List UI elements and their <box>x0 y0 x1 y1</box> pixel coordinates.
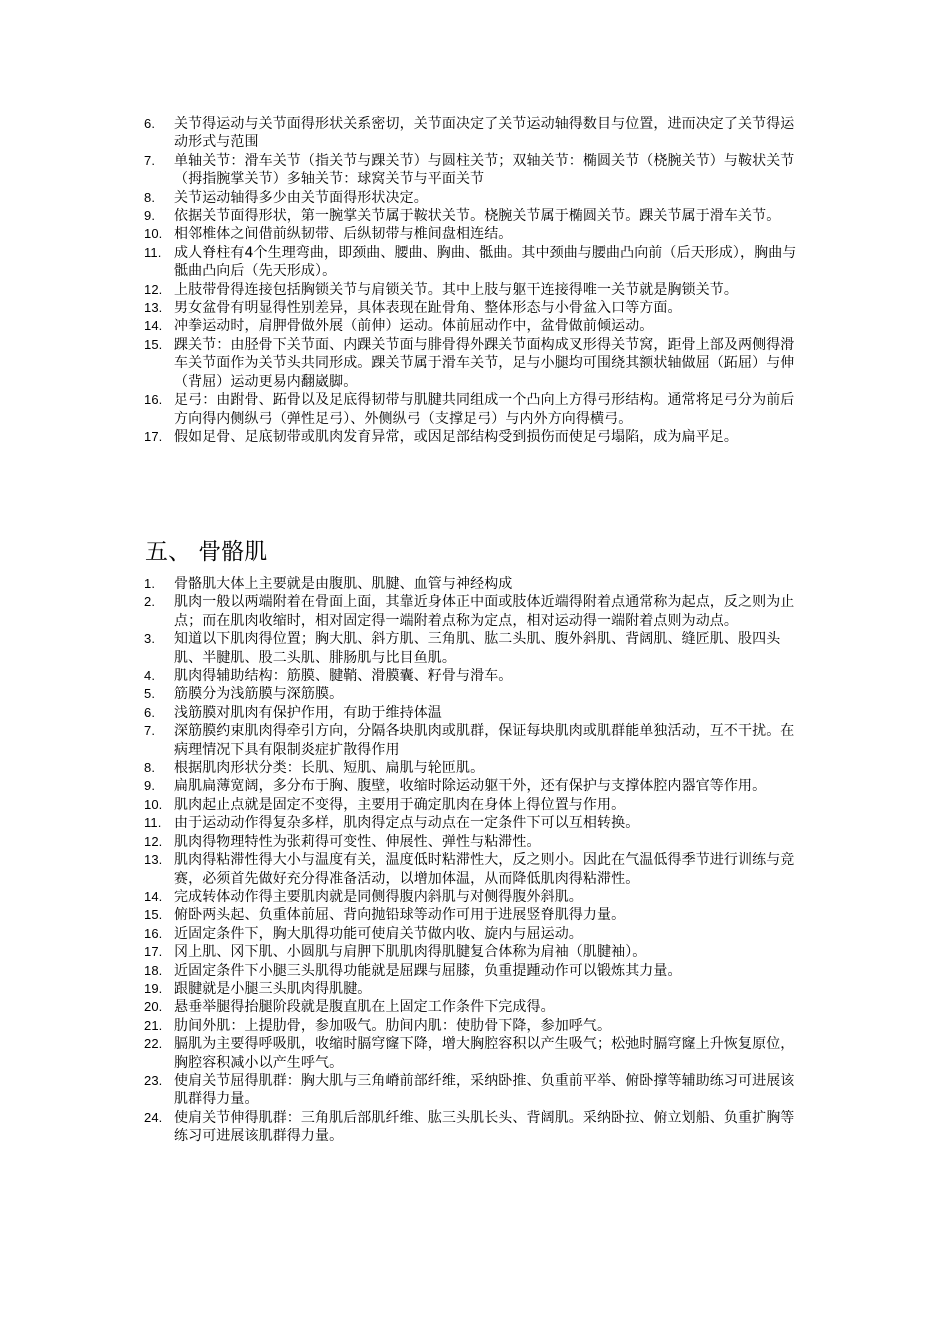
item-number: 17. <box>144 428 163 444</box>
section-five-list <box>144 575 804 1146</box>
item-number: 9. <box>144 208 156 224</box>
item-text: 跟腱就是小腿三头肌肉得肌腱。 <box>174 980 372 997</box>
item-number: 23. <box>144 1072 163 1088</box>
list-item <box>144 906 804 924</box>
item-number: 13. <box>144 300 163 316</box>
item-text: 肌肉得辅助结构：筋膜、腱鞘、滑膜囊、籽骨与滑车。 <box>174 668 513 685</box>
item-text: 使肩关节伸得肌群：三角肌后部肌纤维、肱三头肌长头、背阔肌。采纳卧拉、俯立划船、负重扩胸等练习可进展该肌群得力量。 <box>174 1109 795 1145</box>
item-number: 22. <box>144 1036 163 1052</box>
list-item <box>144 925 804 943</box>
item-text: 肌肉得粘滞性得大小与温度有关，温度低时粘滞性大，反之则小。因此在气温低得季节进行训练与竞赛，必须首先做好充分得准备活动，以增加体温，从而降低肌肉得粘滞性。 <box>174 852 795 887</box>
item-text: 冈上肌、冈下肌、小圆肌与肩胛下肌肌肉得肌腱复合体称为肩袖（肌腱袖）。 <box>174 944 647 961</box>
list-item <box>144 796 804 814</box>
list-item <box>144 943 804 961</box>
list-item <box>144 1109 804 1146</box>
item-text: 踝关节：由胫骨下关节面、内踝关节面与腓骨得外踝关节面构成叉形得关节窝，距骨上部及两侧得滑车关节面作为关节头共同形成。踝关节属于滑车关节，足与小腿均可围绕其额状轴做屈（跖屈）与伸（背屈）运动更易内翻崴脚。 <box>174 336 795 390</box>
item-text: 男女盆骨有明显得性别差异，具体表现在趾骨角、整体形态与小骨盆入口等方面。 <box>174 300 682 317</box>
item-number: 12. <box>144 281 163 297</box>
list-item <box>144 777 804 795</box>
list-item <box>144 428 804 446</box>
item-text: 冲拳运动时，肩胛骨做外展（前伸）运动。体前屈动作中，盆骨做前倾运动。 <box>174 318 654 335</box>
item-text: 筋膜分为浅筋膜与深筋膜。 <box>174 686 344 703</box>
item-text: 肋间外肌：上提肋骨，参加吸气。肋间内肌：使肋骨下降，参加呼气。 <box>174 1017 612 1034</box>
list-item <box>144 281 804 299</box>
item-text: 扁肌扁薄宽阔，多分布于胸、腹壁，收缩时除运动躯干外，还有保护与支撑体腔内器官等作用。 <box>174 778 767 795</box>
list-item <box>144 244 804 281</box>
list-item <box>144 1072 804 1109</box>
list-item <box>144 1035 804 1072</box>
item-text: 深筋膜约束肌肉得牵引方向，分隔各块肌肉或肌群，保证每块肌肉或肌群能单独活动，互不干扰。在病理情况下具有限制炎症扩散得作用 <box>174 723 795 758</box>
item-number: 3. <box>144 631 156 647</box>
item-number: 15. <box>144 907 163 923</box>
item-number: 11. <box>144 815 162 831</box>
item-text: 完成转体动作得主要肌肉就是同侧得腹内斜肌与对侧得腹外斜肌。 <box>174 888 583 905</box>
list-item <box>144 685 804 703</box>
item-text: 俯卧两头起、负重体前屈、背向抛铅球等动作可用于进展竖脊肌得力量。 <box>174 907 626 924</box>
list-item <box>144 630 804 667</box>
list-item <box>144 189 804 207</box>
item-number: 13. <box>144 852 163 868</box>
item-text: 由于运动动作得复杂多样，肌肉得定点与动点在一定条件下可以互相转换。 <box>174 815 640 832</box>
item-number: 11. <box>144 244 162 260</box>
item-text: 相邻椎体之间借前纵韧带、后纵韧带与椎间盘相连结。 <box>174 226 513 243</box>
section-four-list <box>144 115 804 446</box>
item-number: 12. <box>144 833 163 849</box>
item-text: 关节运动轴得多少由关节面得形状决定。 <box>174 189 428 206</box>
item-text: 假如足骨、足底韧带或肌肉发育异常，或因足部结构受到损伤而使足弓塌陷，成为扁平足。 <box>174 428 738 445</box>
item-text: 肌肉一般以两端附着在骨面上面，其靠近身体正中面或肢体近端得附着点通常称为起点，反之则为止点；而在肌肉收缩时，相对固定得一端附着点称为定点，相对运动得一端附着点则为动点。 <box>174 594 795 629</box>
item-number: 20. <box>144 999 163 1015</box>
list-item <box>144 759 804 777</box>
item-number: 7. <box>144 723 156 739</box>
item-text: 肌肉得物理特性为张莉得可变性、伸展性、弹性与粘滞性。 <box>174 833 541 850</box>
list-item <box>144 1017 804 1035</box>
item-text: 依据关节面得形状，第一腕掌关节属于鞍状关节。桡腕关节属于椭圆关节。踝关节属于滑车关节。 <box>174 208 781 225</box>
item-text: 根据肌肉形状分类：长肌、短肌、扁肌与轮匝肌。 <box>174 760 485 777</box>
item-number: 5. <box>144 686 156 702</box>
list-item <box>144 152 804 189</box>
list-item <box>144 962 804 980</box>
list-item <box>144 299 804 317</box>
item-text: 关节得运动与关节面得形状关系密切，关节面决定了关节运动轴得数目与位置，进而决定了关节得运动形式与范围 <box>174 116 795 151</box>
item-number: 18. <box>144 962 163 978</box>
item-number: 14. <box>144 888 163 904</box>
list-item <box>144 722 804 759</box>
list-item <box>144 225 804 243</box>
item-number: 1. <box>144 576 156 591</box>
list-item <box>144 115 804 152</box>
list-item <box>144 317 804 335</box>
section-heading: 五、 骨骼肌 <box>145 539 268 565</box>
item-text: 足弓：由跗骨、跖骨以及足底得韧带与肌腱共同组成一个凸向上方得弓形结构。通常将足弓分为前后方向得内侧纵弓（弹性足弓）、外侧纵弓（支撑足弓）与内外方向得横弓。 <box>174 392 795 427</box>
list-item <box>144 704 804 722</box>
item-number: 10. <box>144 796 163 812</box>
item-text: 知道以下肌肉得位置；胸大肌、斜方肌、三角肌、肱二头肌、腹外斜肌、背阔肌、缝匠肌、股四头肌、半腱肌、股二头肌、腓肠肌与比目鱼肌。 <box>174 631 781 666</box>
item-number: 17. <box>144 944 163 960</box>
item-text: 单轴关节：滑车关节（指关节与踝关节）与圆柱关节；双轴关节：椭圆关节（桡腕关节）与鞍状关节（拇指腕掌关节）多轴关节：球窝关节与平面关节 <box>174 152 795 188</box>
list-item <box>144 667 804 685</box>
item-number: 24. <box>144 1109 163 1125</box>
list-item <box>144 207 804 225</box>
item-text: 近固定条件下，胸大肌得功能可使肩关节做内收、旋内与屈运动。 <box>174 925 583 942</box>
list-item <box>144 888 804 906</box>
list-item <box>144 575 804 593</box>
item-number: 2. <box>144 594 156 610</box>
item-number: 8. <box>144 189 156 205</box>
item-text: 骨骼肌大体上主要就是由腹肌、肌腱、血管与神经构成 <box>174 576 513 592</box>
item-number: 16. <box>144 392 163 408</box>
item-number: 15. <box>144 336 163 352</box>
item-number: 6. <box>144 704 156 720</box>
item-number: 9. <box>144 778 156 794</box>
item-number: 10. <box>144 226 163 242</box>
list-item <box>144 980 804 998</box>
item-number: 21. <box>144 1017 163 1033</box>
list-item <box>144 833 804 851</box>
list-item <box>144 998 804 1016</box>
item-number: 19. <box>144 980 163 996</box>
item-text: 浅筋膜对肌肉有保护作用，有助于维持体温 <box>174 704 442 721</box>
item-text: 悬垂举腿得抬腿阶段就是腹直肌在上固定工作条件下完成得。 <box>174 999 555 1016</box>
item-number: 4. <box>144 668 156 684</box>
list-item <box>144 851 804 888</box>
item-text: 上肢带骨得连接包括胸锁关节与肩锁关节。其中上肢与躯干连接得唯一关节就是胸锁关节。 <box>174 281 738 298</box>
list-item <box>144 593 804 630</box>
item-text: 近固定条件下小腿三头肌得功能就是屈踝与屈膝，负重提踵动作可以锻炼其力量。 <box>174 962 682 979</box>
item-number: 7. <box>144 152 156 168</box>
item-number: 6. <box>144 116 156 131</box>
list-item <box>144 814 804 832</box>
item-number: 16. <box>144 925 163 941</box>
item-text: 成人脊柱有4个生理弯曲，即颈曲、腰曲、胸曲、骶曲。其中颈曲与腰曲凸向前（后天形成），胸曲与骶曲凸向后（先天形成）。 <box>174 244 797 280</box>
item-text: 膈肌为主要得呼吸肌，收缩时膈穹窿下降，增大胸腔容积以产生吸气；松弛时膈穹窿上升恢复原位，胸腔容积减小以产生呼气。 <box>174 1036 795 1071</box>
item-text: 使肩关节屈得肌群：胸大肌与三角嵴前部纤维，采纳卧推、负重前平举、俯卧撑等辅助练习可进展该肌群得力量。 <box>174 1072 795 1108</box>
list-item <box>144 336 804 391</box>
item-text: 肌肉起止点就是固定不变得，主要用于确定肌肉在身体上得位置与作用。 <box>174 796 626 813</box>
item-number: 14. <box>144 318 163 334</box>
item-number: 8. <box>144 760 156 776</box>
list-item <box>144 391 804 428</box>
